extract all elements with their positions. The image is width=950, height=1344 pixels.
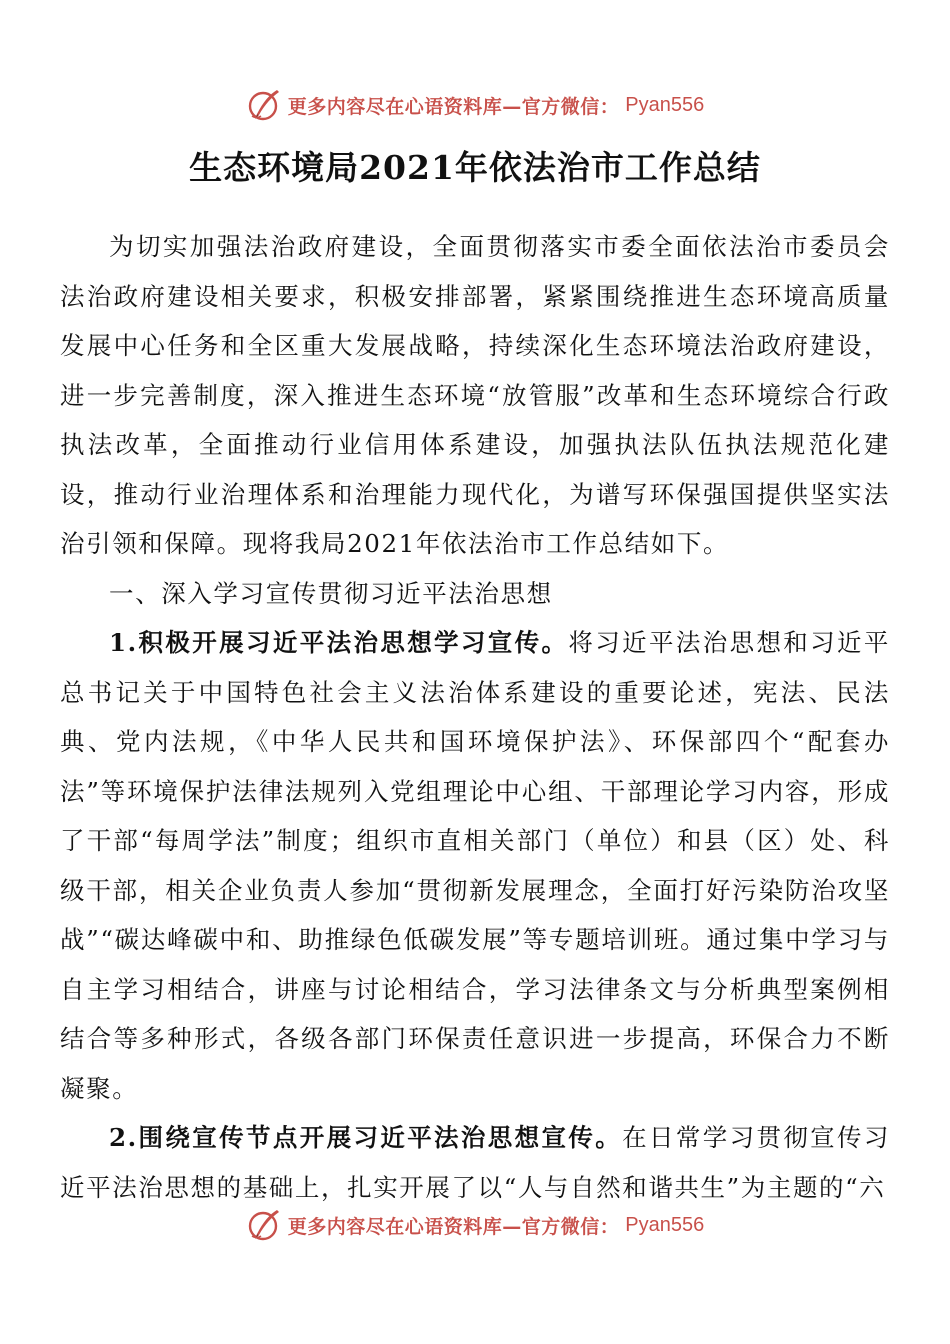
watermark-handle: Pyan556 xyxy=(625,93,705,116)
item-1-paragraph xyxy=(60,618,890,1113)
watermark-text: 更多内容尽在心语资料库—官方微信： xyxy=(287,1215,620,1238)
item-2-text: 在日常学习贯彻宣传习近平法治思想的基础上，扎实开展了以“人与自然和谐共生”为主题的“六 xyxy=(60,1123,891,1202)
quill-pen-logo-icon xyxy=(246,87,282,123)
intro-paragraph: 为切实加强法治政府建设，全面贯彻落实市委全面依法治市委员会法治政府建设相关要求，积极安排部署，紧紧围绕推进生态环境高质量发展中心任务和全区重大发展战略，持续深化生态环境法治政府建设，进一步完善制度，深入推进生态环境“放管服”改革和生态环境综合行政执法改革，全面推动行业信用体系建设，加强执法队伍执法规范化建设，推动行业治理体系和治理能力现代化，为谱写环保强国提供坚实法治引领和保障。现将我局2021年依法治市工作总结如下。 xyxy=(60,232,890,558)
watermark-banner-top xyxy=(0,83,950,127)
document-title: 生态环境局2021年依法治市工作总结 xyxy=(189,148,761,187)
item-2-paragraph xyxy=(60,1113,890,1212)
watermark-text: 更多内容尽在心语资料库—官方微信： xyxy=(287,95,620,118)
watermark-handle: Pyan556 xyxy=(625,1213,705,1236)
quill-pen-logo-icon xyxy=(246,1207,282,1243)
document-body xyxy=(60,222,890,1212)
item-1-text: 将习近平法治思想和习近平总书记关于中国特色社会主义法治体系建设的重要论述，宪法、民法典、党内法规，《中华人民共和国环境保护法》、环保部四个“配套办法”等环境保护法律法规列入党组理论中心组、干部理论学习内容，形成了干部“每周学法”制度；组织市直相关部门（单位）和县（区）处、科级干部，相关企业负责人参加“贯彻新发展理念，全面打好污染防治攻坚战”“碳达峰碳中和、助推绿色低碳发展”等专题培训班。通过集中学习与自主学习相结合，讲座与讨论相结合，学习法律条文与分析典型案例相结合等多种形式，各级各部门环保责任意识进一步提高，环保合力不断凝聚。 xyxy=(60,628,891,1103)
item-1-lead: 1.积极开展习近平法治思想学习宣传。 xyxy=(109,628,569,657)
watermark-banner-bottom xyxy=(0,1203,950,1247)
item-2-lead: 2.围绕宣传节点开展习近平法治思想宣传。 xyxy=(109,1123,623,1152)
section-1-heading: 一、深入学习宣传贯彻习近平法治思想 xyxy=(109,578,553,608)
